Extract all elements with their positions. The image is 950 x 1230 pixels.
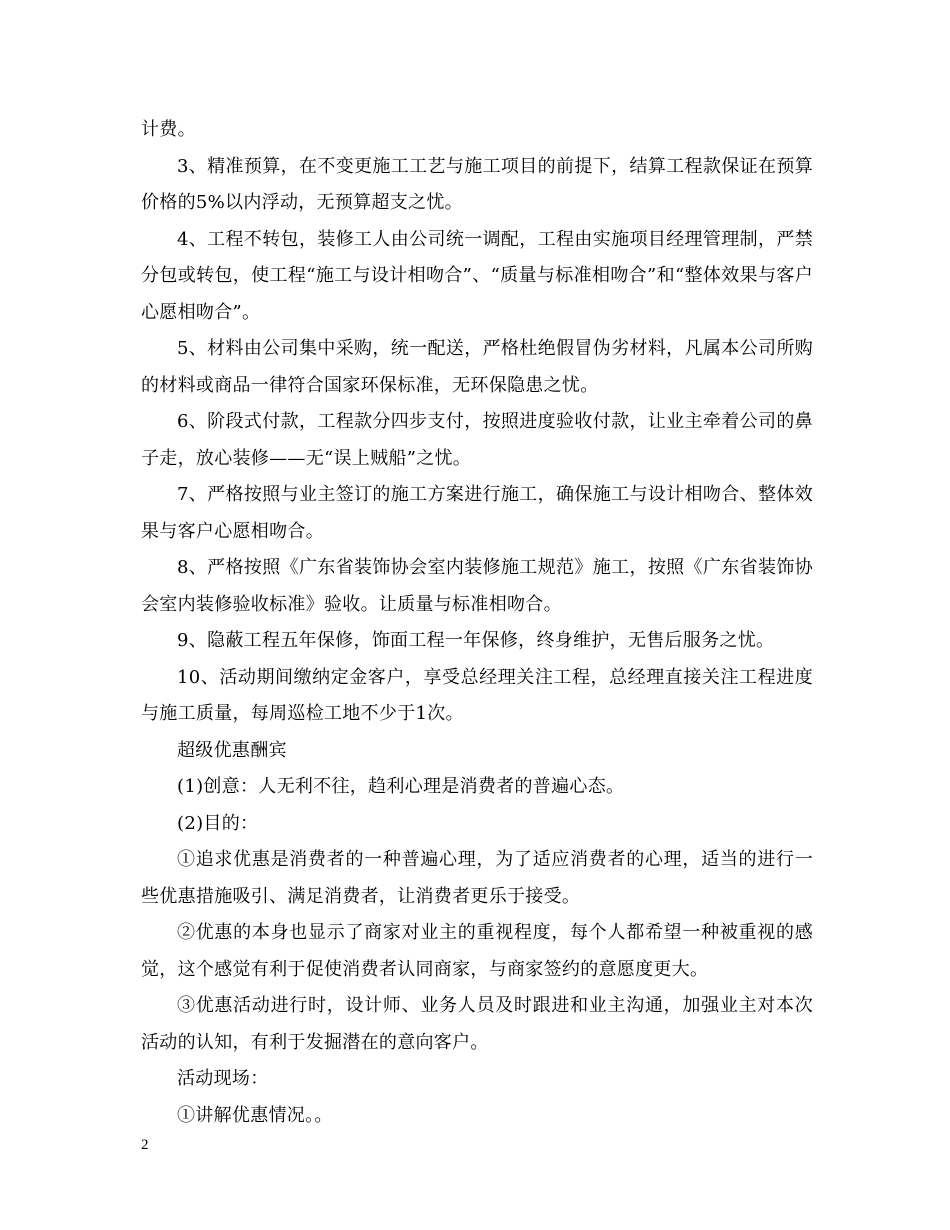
- page-number: 2: [141, 1137, 149, 1153]
- document-body: [141, 112, 813, 1134]
- paragraph-item-3: 3、精准预算，在不变更施工工艺与施工项目的前提下，结算工程款保证在预算价格的5%以内浮动，无预算超支之忧。: [141, 155, 813, 213]
- paragraph-item-10: 10、活动期间缴纳定金客户，享受总经理关注工程，总经理直接关注工程进度与施工质量，每周巡检工地不少于1次。: [141, 666, 813, 724]
- paragraph-event-site: 活动现场：: [177, 1068, 269, 1089]
- paragraph-creative: (1)创意：人无利不往，趋利心理是消费者的普遍心态。: [177, 776, 625, 797]
- paragraph-item-4: 4、工程不转包，装修工人由公司统一调配，工程由实施项目经理管理制，严禁分包或转包，使工程“施工与设计相吻合”、“质量与标准相吻合”和“整体效果与客户心愿相吻合”。: [141, 228, 813, 323]
- paragraph-purpose-3: ③优惠活动进行时，设计师、业务人员及时跟进和业主沟通，加强业主对本次活动的认知，有利于发掘潜在的意向客户。: [141, 995, 813, 1053]
- paragraph-item-7: 7、严格按照与业主签订的施工方案进行施工，确保施工与设计相吻合、整体效果与客户心愿相吻合。: [141, 484, 813, 542]
- paragraph-continuation: 计费。: [141, 119, 196, 140]
- paragraph-item-9: 9、隐蔽工程五年保修，饰面工程一年保修，终身维护，无售后服务之忧。: [177, 630, 775, 651]
- paragraph-item-6: 6、阶段式付款，工程款分四步支付，按照进度验收付款，让业主牵着公司的鼻子走，放心装修——无“误上贼船”之忧。: [141, 411, 813, 469]
- paragraph-event-site-1: ①讲解优惠情况。。: [177, 1104, 333, 1126]
- paragraph-purpose-1: ①追求优惠是消费者的一种普遍心理，为了适应消费者的心理，适当的进行一些优惠措施吸引、满足消费者，让消费者更乐于接受。: [141, 849, 813, 907]
- paragraph-purpose: (2)目的：: [177, 812, 259, 834]
- paragraph-item-5: 5、材料由公司集中采购，统一配送，严格杜绝假冒伪劣材料，凡属本公司所购的材料或商品一律符合国家环保标准，无环保隐患之忧。: [141, 338, 813, 396]
- paragraph-purpose-2: ②优惠的本身也显示了商家对业主的重视程度，每个人都希望一种被重视的感觉，这个感觉有利于促使消费者认同商家，与商家签约的意愿度更大。: [141, 922, 813, 980]
- paragraph-item-8: 8、严格按照《广东省装饰协会室内装修施工规范》施工，按照《广东省装饰协会室内装修验收标准》验收。让质量与标准相吻合。: [141, 557, 813, 615]
- section-heading: 超级优惠酬宾: [177, 739, 287, 761]
